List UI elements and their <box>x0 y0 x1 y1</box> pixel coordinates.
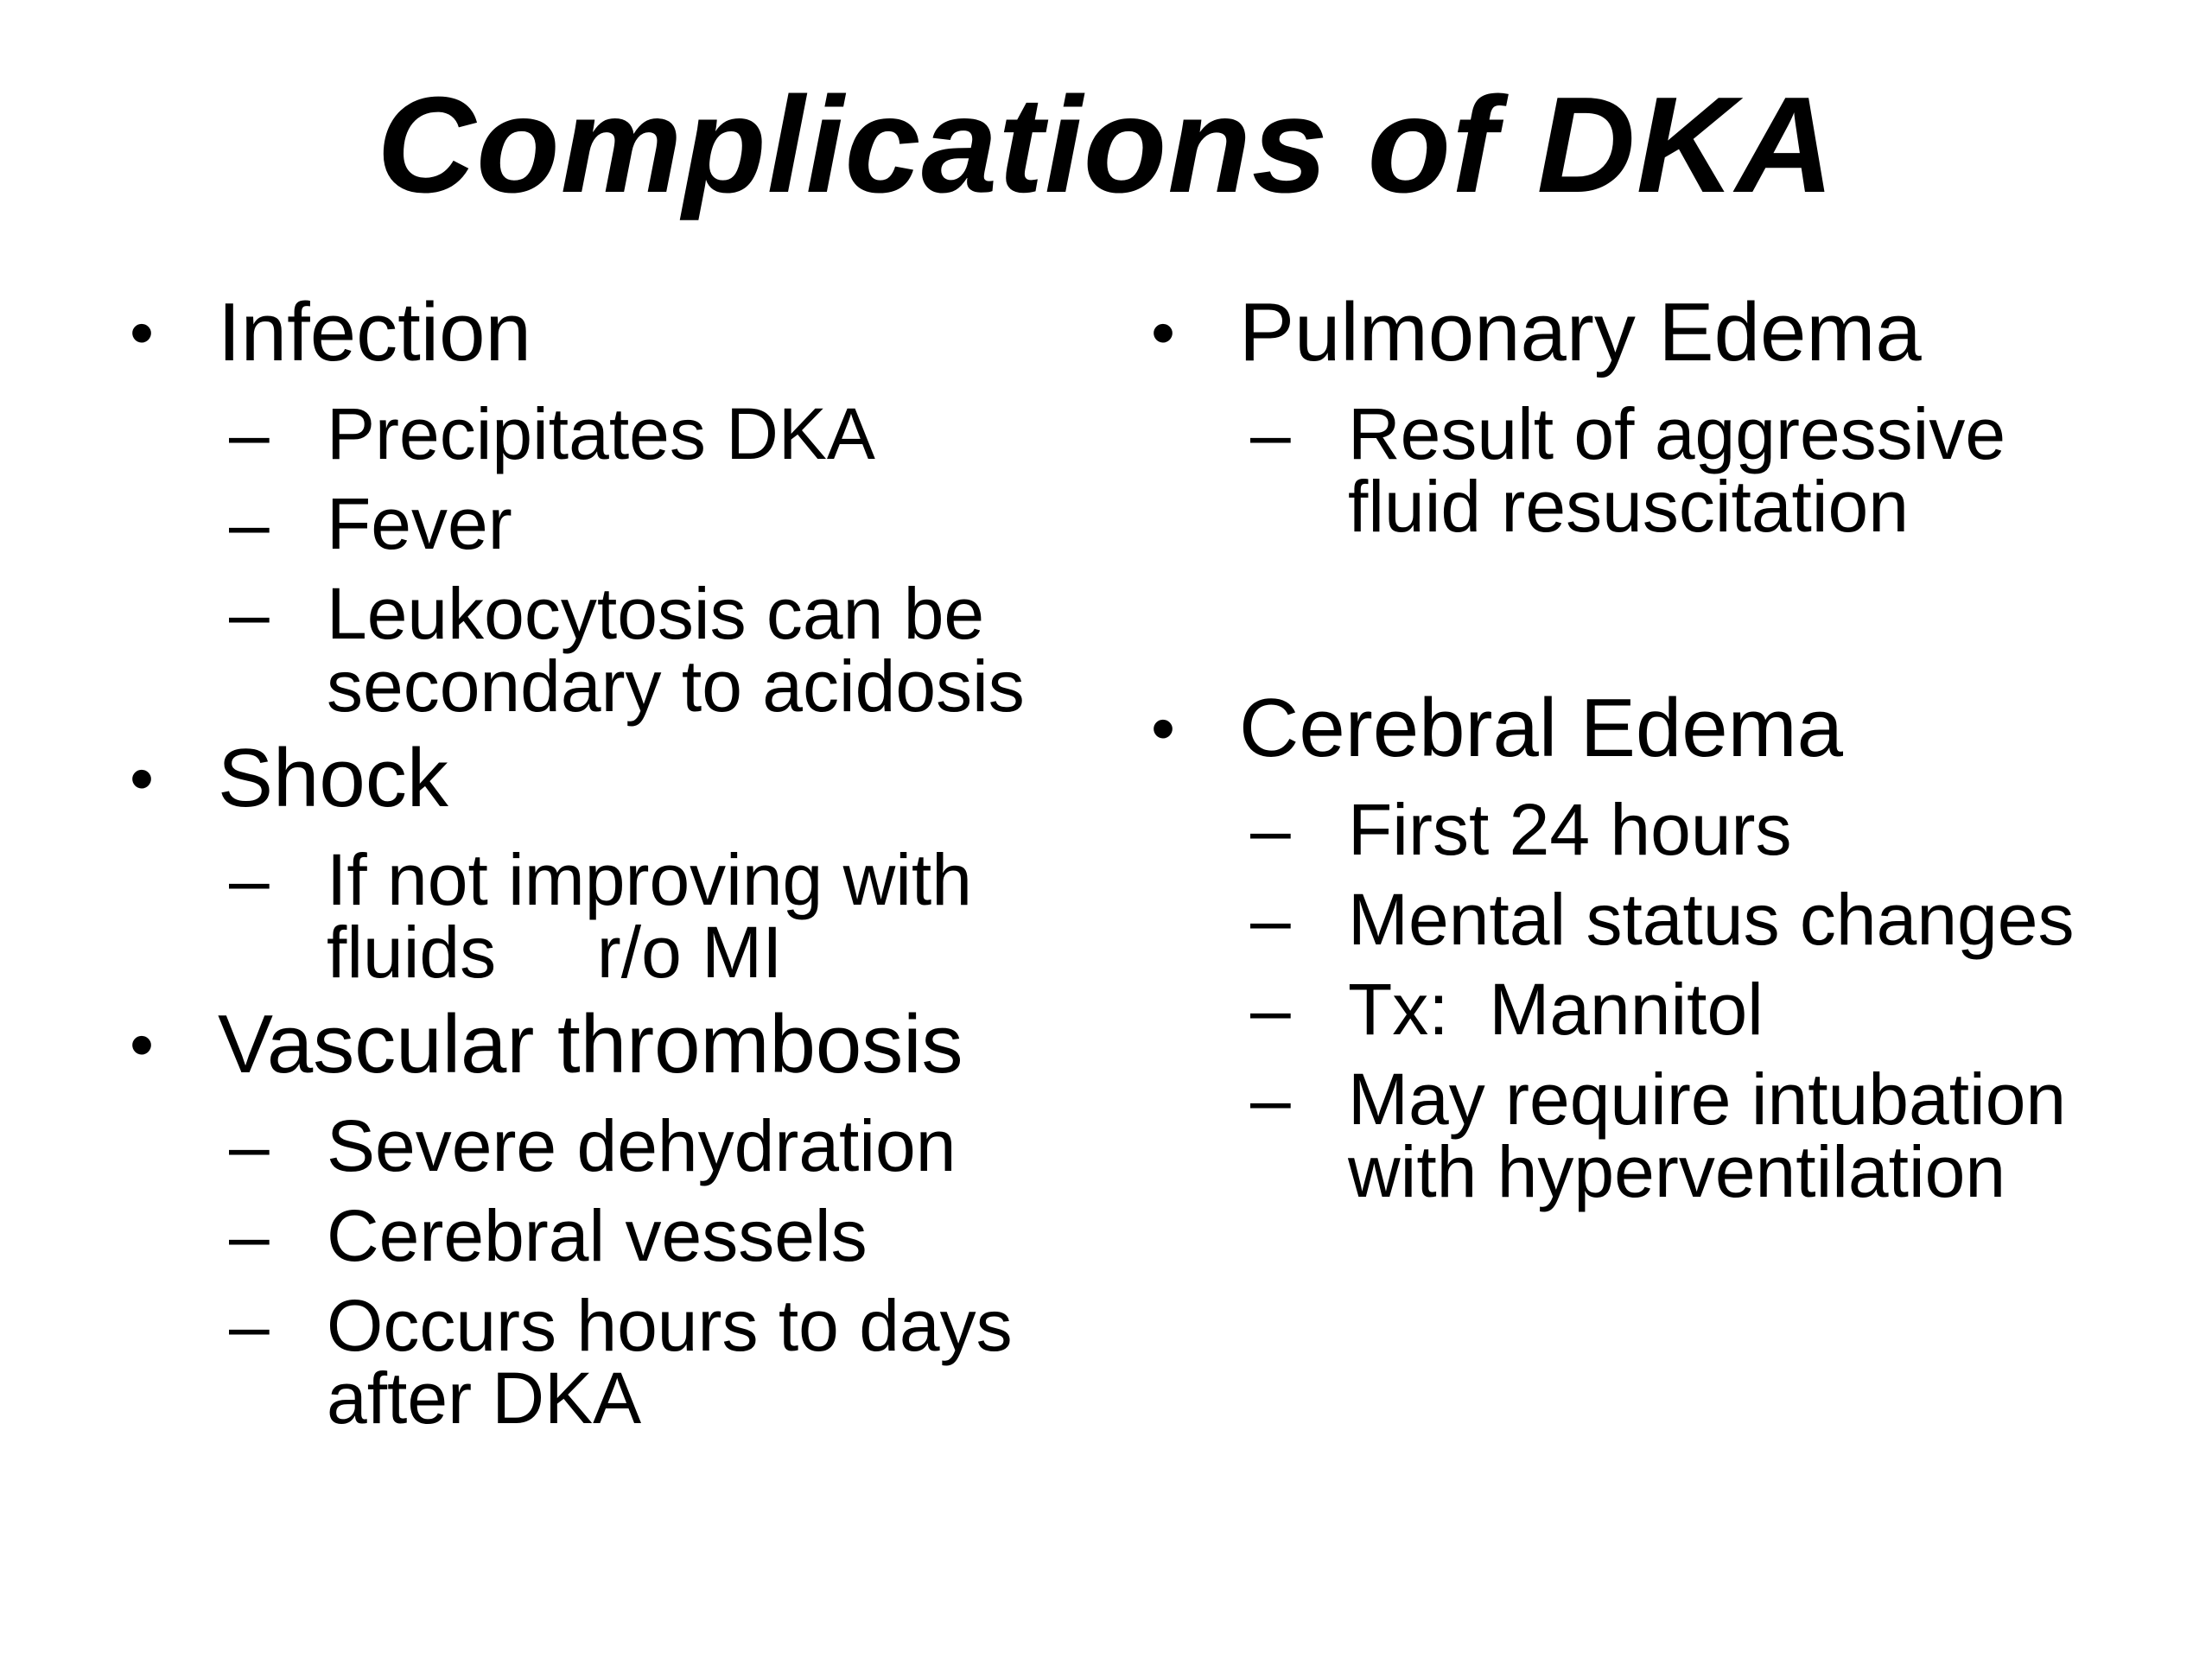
bullet-item <box>130 731 1123 826</box>
dash-icon: – <box>229 1195 270 1276</box>
sub-item-text: Occurs hours to days after DKA <box>327 1285 1013 1439</box>
bullet-heading: Pulmonary Edema <box>1239 286 1922 378</box>
sub-item-text: Fever <box>327 483 512 564</box>
bullet-icon: • <box>1151 690 1176 766</box>
sub-list <box>1151 789 2145 1212</box>
sub-list <box>130 393 1123 727</box>
sub-item-text: May require intubation with hyperventilation <box>1348 1058 2067 1212</box>
left-column <box>130 285 1123 1443</box>
dash-icon: – <box>229 393 270 474</box>
sub-item-text: Cerebral vessels <box>327 1195 868 1276</box>
sub-list <box>1151 393 2145 547</box>
sub-item <box>1250 879 2145 960</box>
sub-item-text: Precipitates DKA <box>327 393 875 474</box>
bullet-group-vascular-thrombosis <box>130 997 1123 1439</box>
sub-item-text: Mental status changes <box>1348 879 2075 960</box>
bullet-group-shock <box>130 731 1123 993</box>
sub-item <box>1250 789 2145 870</box>
sub-item <box>229 1195 1123 1276</box>
bullet-group-pulmonary-edema <box>1151 285 2145 547</box>
dash-icon: – <box>1250 789 1291 870</box>
bullet-item <box>1151 681 2145 776</box>
dash-icon: – <box>229 839 270 920</box>
column-spacer <box>1151 551 2145 681</box>
bullet-group-infection <box>130 285 1123 727</box>
dash-icon: – <box>1250 969 1291 1050</box>
bullet-heading: Shock <box>218 732 448 824</box>
sub-item-text: Leukocytosis can be secondary to acidosis <box>327 573 1025 727</box>
bullet-heading: Vascular thrombosis <box>218 998 963 1090</box>
bullet-heading: Cerebral Edema <box>1239 682 1843 774</box>
sub-item <box>1250 1058 2145 1212</box>
bullet-icon: • <box>130 294 155 371</box>
sub-list <box>130 839 1123 993</box>
dash-icon: – <box>229 573 270 654</box>
bullet-group-cerebral-edema <box>1151 681 2145 1212</box>
sub-item-text: First 24 hours <box>1348 789 1792 870</box>
dash-icon: – <box>229 483 270 564</box>
dash-icon: – <box>1250 393 1291 474</box>
bullet-icon: • <box>130 1006 155 1083</box>
sub-item <box>229 1105 1123 1186</box>
sub-item <box>229 573 1268 727</box>
dash-icon: – <box>229 1285 270 1366</box>
dash-icon: – <box>229 1105 270 1186</box>
bullet-heading: Infection <box>218 286 531 378</box>
slide-title: Complications of DKA <box>377 69 1835 221</box>
bullet-item <box>130 285 1123 380</box>
sub-item <box>229 839 1123 993</box>
sub-item <box>229 393 1123 474</box>
sub-item-text: Result of aggressive fluid resuscitation <box>1348 393 2006 547</box>
bullet-icon: • <box>130 740 155 817</box>
bullet-item <box>1151 285 2145 380</box>
dash-icon: – <box>1250 879 1291 960</box>
sub-item <box>229 1285 1123 1439</box>
bullet-item <box>130 997 1123 1092</box>
right-column <box>1151 285 2145 1217</box>
sub-list <box>130 1105 1123 1439</box>
sub-item <box>229 483 1123 564</box>
sub-item-text: If not improving with fluids r/o MI <box>327 839 993 993</box>
bullet-icon: • <box>1151 294 1176 371</box>
sub-item-text: Tx: Mannitol <box>1348 969 1764 1050</box>
sub-item <box>1250 393 2145 547</box>
sub-item-text: Severe dehydration <box>327 1105 957 1186</box>
dash-icon: – <box>1250 1058 1291 1140</box>
sub-item <box>1250 969 2145 1050</box>
